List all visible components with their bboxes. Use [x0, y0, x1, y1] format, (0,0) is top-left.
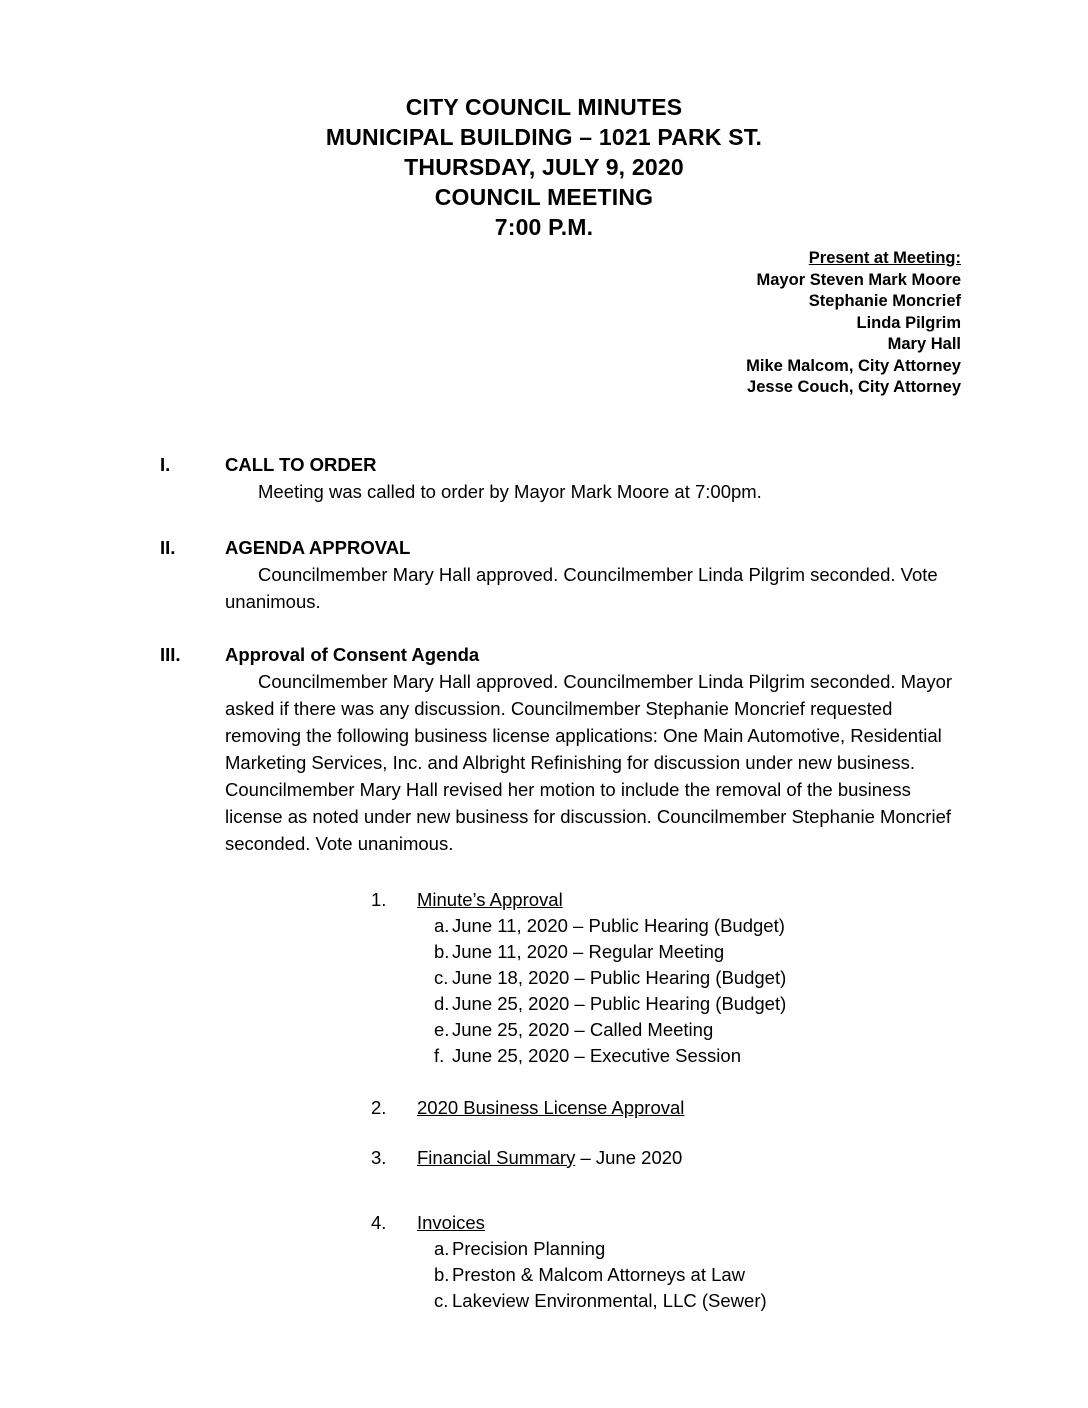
- subitem-text: June 25, 2020 – Public Hearing (Budget): [452, 992, 787, 1014]
- consent-item-suffix: – June 2020: [575, 1146, 683, 1168]
- section-paragraph: Councilmember Mary Hall approved. Councilmember Linda Pilgrim seconded. Vote unanimous.: [225, 563, 938, 612]
- section-paragraph: Meeting was called to order by Mayor Mark Moore at 7:00pm.: [258, 480, 762, 502]
- consent-item-minutes-approval: [371, 887, 1088, 1069]
- consent-item-head: [371, 1210, 1088, 1236]
- title-line-5: 7:00 P.M.: [494, 214, 594, 240]
- attendees-heading-text: Present at Meeting:: [808, 249, 961, 267]
- subitem-text: June 11, 2020 – Regular Meeting: [452, 940, 725, 962]
- attendee-name: Jesse Couch, City Attorney: [747, 378, 961, 396]
- subitem-text: June 11, 2020 – Public Hearing (Budget): [452, 914, 785, 936]
- list-item: [434, 939, 1088, 965]
- consent-item-number: 2.: [371, 1096, 387, 1118]
- section-content: [225, 534, 958, 615]
- section-agenda-approval: [160, 534, 958, 615]
- subitem-letter: d.: [434, 992, 450, 1014]
- title-line-1: CITY COUNCIL MINUTES: [405, 94, 683, 120]
- section-content: [225, 451, 958, 505]
- attendee-name: Mike Malcom, City Attorney: [746, 356, 961, 375]
- subitem-letter: b.: [434, 940, 450, 962]
- consent-item-head: [371, 1095, 1088, 1121]
- list-item: [434, 1043, 1088, 1069]
- consent-item-number: 4.: [371, 1211, 387, 1233]
- subitem-text: Precision Planning: [452, 1237, 606, 1259]
- section-consent-agenda: [160, 641, 958, 857]
- list-item: [434, 991, 1088, 1017]
- attendee-name: Stephanie Moncrief: [808, 292, 961, 310]
- consent-item-business-license: [371, 1095, 1088, 1121]
- subitem-letter: f.: [434, 1044, 445, 1066]
- title-line-4: COUNCIL MEETING: [434, 184, 654, 210]
- list-item: [434, 1288, 1088, 1314]
- consent-subitems: [434, 1236, 1088, 1314]
- consent-subitems: [434, 913, 1088, 1069]
- list-item: [434, 1017, 1088, 1043]
- section-content: [225, 641, 958, 857]
- consent-item-invoices: [371, 1210, 1088, 1314]
- section-heading: CALL TO ORDER: [225, 453, 377, 475]
- list-item: [434, 1236, 1088, 1262]
- subitem-letter: e.: [434, 1018, 450, 1040]
- attendee-name: Mayor Steven Mark Moore: [756, 270, 961, 289]
- subitem-letter: c.: [434, 1289, 449, 1311]
- consent-item-title: Minute’s Approval: [417, 888, 563, 910]
- consent-item-head: [371, 1145, 1088, 1171]
- subitem-text: Lakeview Environmental, LLC (Sewer): [452, 1289, 767, 1311]
- consent-item-title: 2020 Business License Approval: [417, 1096, 685, 1118]
- title-line-3: THURSDAY, JULY 9, 2020: [404, 154, 684, 180]
- subitem-letter: b.: [434, 1263, 450, 1285]
- attendee-name: Linda Pilgrim: [856, 313, 961, 332]
- attendee-name: Mary Hall: [887, 335, 961, 353]
- section-numeral: II.: [160, 536, 176, 558]
- attendees-block: [0, 248, 1088, 399]
- section-heading: Approval of Consent Agenda: [225, 643, 480, 665]
- section-paragraph: Councilmember Mary Hall approved. Councilmember Linda Pilgrim seconded. Mayor asked if there was any discussion. Councilmember Stephanie Moncrief requested removing the following business license applications: One Main Automotive, Residential Marketing Services, Inc. and Albright Refinishing for discussion under new business.: [225, 670, 953, 773]
- list-item: [434, 1262, 1088, 1288]
- consent-item-number: 1.: [371, 888, 387, 910]
- section-numeral: I.: [160, 453, 171, 475]
- attendees-heading: [0, 248, 961, 270]
- title-line-2: MUNICIPAL BUILDING – 1021 PARK ST.: [325, 124, 763, 150]
- section-paragraph: Councilmember Mary Hall revised her motion to include the removal of the business license as noted under new business for discussion. Councilmember Stephanie Moncrief seconded. Vote unanimous.: [225, 778, 951, 854]
- consent-item-title: Invoices: [417, 1211, 485, 1233]
- document-title-block: [0, 0, 1088, 242]
- section-heading: AGENDA APPROVAL: [225, 536, 411, 558]
- subitem-text: June 18, 2020 – Public Hearing (Budget): [452, 966, 787, 988]
- section-numeral: III.: [160, 643, 181, 665]
- list-item: [434, 965, 1088, 991]
- consent-item-head: [371, 887, 1088, 913]
- consent-item-title: Financial Summary: [417, 1146, 576, 1168]
- subitem-text: June 25, 2020 – Executive Session: [452, 1044, 741, 1066]
- list-item: [434, 913, 1088, 939]
- consent-item-financial-summary: [371, 1145, 1088, 1171]
- subitem-letter: c.: [434, 966, 449, 988]
- section-call-to-order: [160, 451, 958, 505]
- consent-agenda-list: [371, 887, 1088, 1314]
- consent-item-number: 3.: [371, 1146, 387, 1168]
- subitem-text: June 25, 2020 – Called Meeting: [452, 1018, 714, 1040]
- minutes-body: [160, 451, 958, 1314]
- subitem-letter: a.: [434, 914, 450, 936]
- subitem-text: Preston & Malcom Attorneys at Law: [452, 1263, 746, 1285]
- subitem-letter: a.: [434, 1237, 450, 1259]
